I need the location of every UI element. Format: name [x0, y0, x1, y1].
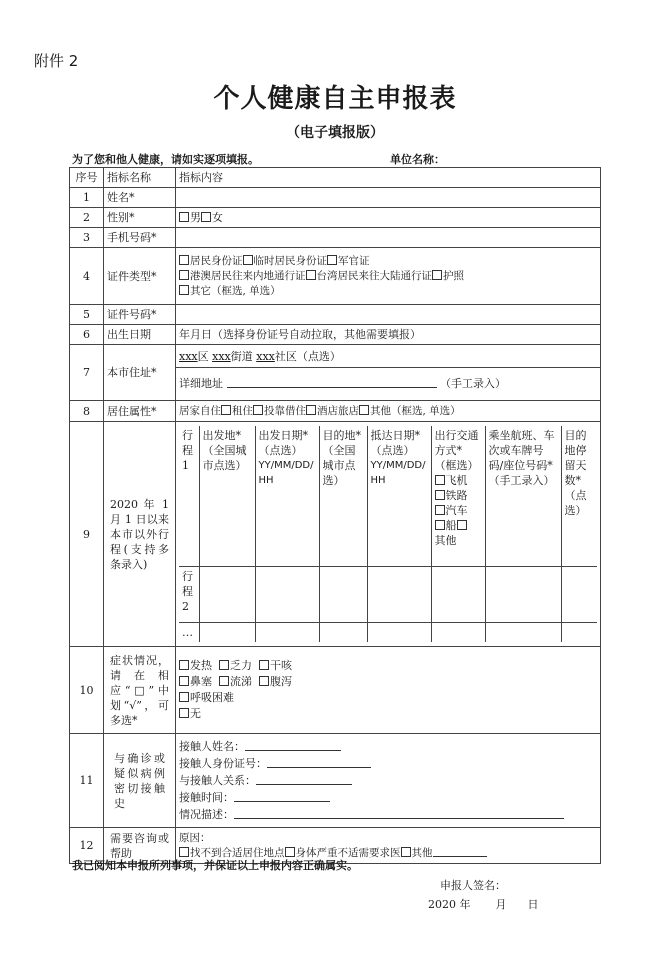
female-checkbox[interactable]	[201, 212, 211, 222]
trip-row	[179, 426, 597, 566]
page-title: 个人健康自主申报表	[213, 84, 457, 114]
option-label: 租住	[232, 404, 253, 417]
row-gender	[70, 208, 601, 228]
trip-cell[interactable]	[367, 622, 431, 642]
departure-place-field[interactable]: 出发地*（全国城市点选）	[199, 426, 255, 566]
row-residence-type	[70, 401, 601, 422]
transport-checkbox[interactable]	[435, 475, 445, 485]
date-format: YY/MM/DD/HH	[370, 460, 426, 487]
trip-cell[interactable]	[561, 622, 597, 642]
label-cell: 居住属性*	[104, 401, 176, 422]
street-picker[interactable]: xxx	[212, 349, 231, 363]
instruction-text: 为了您和他人健康，请如实逐项填报。	[72, 153, 259, 166]
page-subtitle: （电子填报版）	[286, 125, 384, 141]
column-label: 出行交通方式*（框选）	[434, 429, 479, 473]
trip-cell[interactable]	[367, 566, 431, 622]
option-label: 飞机	[445, 474, 468, 488]
symptom-checkbox[interactable]	[179, 660, 189, 670]
contact-description-input[interactable]	[234, 808, 564, 819]
seq-cell: 3	[70, 228, 104, 248]
vehicle-number-field[interactable]: 乘坐航班、车次或车牌号码/座位号码*（手工录入）	[485, 426, 561, 566]
trip-cell[interactable]	[561, 566, 597, 622]
label-cell: 本市住址*	[104, 345, 176, 401]
transport-checkbox[interactable]	[435, 520, 445, 530]
option-label: 其他	[370, 404, 391, 417]
option-label: 船	[445, 519, 457, 533]
row-travel-history	[70, 422, 601, 647]
option-label: 铁路	[445, 489, 468, 503]
travel-subtable	[179, 426, 597, 642]
birth-date-field[interactable]: 年月日（选择身份证号自动拉取，其他需要填报）	[176, 325, 601, 345]
community-label: 社区（点选）	[274, 349, 341, 363]
row-symptoms	[70, 647, 601, 734]
option-label: 台湾居民来往大陆通行证	[316, 269, 432, 282]
label-cell: 证件类型*	[104, 248, 176, 305]
contact-time-input[interactable]	[234, 791, 330, 802]
contact-name-input[interactable]	[245, 740, 341, 751]
option-label: 流涕	[230, 675, 252, 688]
label-cell: 需要咨询或帮助	[104, 828, 176, 864]
option-label: 鼻塞	[190, 675, 212, 688]
seq-cell: 9	[70, 422, 104, 647]
residence-options	[176, 401, 601, 422]
transport-checkbox[interactable]	[457, 520, 467, 530]
date-month: 月	[495, 898, 507, 911]
trip-cell[interactable]	[199, 566, 255, 622]
row-contact-history	[70, 734, 601, 828]
seq-cell: 1	[70, 188, 104, 208]
id-type-options	[176, 248, 601, 305]
date-day: 日	[527, 898, 539, 911]
help-other-input[interactable]	[433, 846, 487, 857]
label-cell: 证件号码*	[104, 305, 176, 325]
trip-label: 行程1	[179, 426, 199, 566]
trip-cell[interactable]	[431, 622, 485, 642]
option-label: 呼吸困难	[190, 691, 234, 704]
option-label: 身体严重不适需要求医	[295, 846, 401, 859]
row-name	[70, 188, 601, 208]
district-picker[interactable]: xxx	[179, 349, 198, 363]
help-checkbox[interactable]	[179, 847, 189, 857]
residence-checkbox[interactable]	[306, 405, 316, 415]
option-label: 临时居民身份证	[253, 254, 327, 267]
id-type-checkbox[interactable]	[243, 255, 253, 265]
street-label: 街道	[230, 349, 257, 363]
label-cell: 症状情况，请在相应“□”中划“√”，可多选*	[104, 647, 176, 734]
trip-cell[interactable]	[485, 566, 561, 622]
destination-field[interactable]: 目的地*（全国城市点选）	[319, 426, 367, 566]
more-trips-label: …	[182, 625, 193, 639]
trip-cell[interactable]	[319, 622, 367, 642]
stay-days-field[interactable]: 目的地停留天数*（点选）	[561, 426, 597, 566]
id-type-checkbox[interactable]	[179, 255, 189, 265]
district-label: 区	[197, 349, 213, 363]
option-label: 其它（框选, 单选）	[190, 284, 281, 297]
male-checkbox[interactable]	[179, 212, 189, 222]
declaration-statement: 我已阅知本申报所列事项，并保证以上申报内容正确属实。	[72, 859, 358, 872]
phone-input[interactable]	[176, 228, 601, 248]
seq-cell: 6	[70, 325, 104, 345]
field-label: 接触人身份证号：	[179, 757, 267, 770]
transport-checkbox[interactable]	[435, 490, 445, 500]
table-header-row	[70, 168, 601, 188]
option-label: 护照	[443, 269, 464, 282]
field-label: 与接触人关系：	[179, 774, 256, 787]
id-number-input[interactable]	[176, 305, 601, 325]
id-type-checkbox[interactable]	[327, 255, 337, 265]
row-phone	[70, 228, 601, 248]
field-label: 情况描述：	[179, 808, 234, 821]
trip-cell[interactable]	[485, 622, 561, 642]
option-label: 男	[190, 211, 201, 224]
label-cell: 与确诊或疑似病例密切接触史	[104, 734, 176, 828]
option-label: 投靠借住	[264, 404, 306, 417]
option-label: 酒店旅店	[317, 404, 359, 417]
transport-mode-field	[431, 426, 485, 566]
option-label: 发热	[190, 659, 212, 672]
symptom-checkbox[interactable]	[219, 676, 229, 686]
seq-cell: 10	[70, 647, 104, 734]
arrival-date-field[interactable]	[367, 426, 431, 566]
unit-name-label[interactable]: 单位名称：	[390, 153, 445, 166]
contact-fields	[176, 734, 601, 828]
trip-cell[interactable]	[431, 566, 485, 622]
trip-label: 行程2	[179, 566, 199, 622]
symptom-checkbox[interactable]	[219, 660, 229, 670]
help-checkbox[interactable]	[401, 847, 411, 857]
detail-address-note: （手工录入）	[440, 376, 506, 390]
row-id-number	[70, 305, 601, 325]
row-birth-date	[70, 325, 601, 345]
label-cell: 手机号码*	[104, 228, 176, 248]
trip-row	[179, 622, 597, 642]
name-input[interactable]	[176, 188, 601, 208]
declaration-form-table	[69, 167, 601, 864]
header-content: 指标内容	[176, 168, 601, 188]
symptom-checkbox[interactable]	[179, 708, 189, 718]
symptom-checkbox[interactable]	[179, 676, 189, 686]
contact-id-input[interactable]	[267, 757, 371, 768]
option-label: 找不到合适居住地点	[190, 846, 285, 859]
label-cell: 姓名*	[104, 188, 176, 208]
field-label: 接触人姓名：	[179, 740, 245, 753]
symptom-checkbox[interactable]	[259, 660, 269, 670]
residence-checkbox[interactable]	[359, 405, 369, 415]
contact-relation-input[interactable]	[256, 774, 352, 785]
attachment-label: 附件 2	[34, 52, 79, 70]
community-picker[interactable]: xxx	[256, 349, 275, 363]
residence-checkbox[interactable]	[253, 405, 263, 415]
header-name: 指标名称	[104, 168, 176, 188]
reason-label: 原因：	[179, 831, 211, 844]
seq-cell: 12	[70, 828, 104, 864]
detail-address-input[interactable]	[227, 377, 437, 388]
option-label: 其他	[411, 846, 433, 859]
seq-cell: 8	[70, 401, 104, 422]
option-label: 腹泻	[270, 675, 292, 688]
option-label: 无	[190, 707, 201, 720]
seq-cell: 11	[70, 734, 104, 828]
option-label: 居家自住	[179, 404, 221, 417]
signature-label[interactable]: 申报人签名：	[440, 879, 506, 892]
trip-row	[179, 566, 597, 622]
date-year: 2020 年	[428, 898, 471, 911]
seq-cell: 5	[70, 305, 104, 325]
option-label: 乏力	[230, 659, 252, 672]
seq-cell: 4	[70, 248, 104, 305]
help-checkbox[interactable]	[285, 847, 295, 857]
option-label: 港澳居民往来内地通行证	[190, 269, 306, 282]
trip-cell[interactable]	[199, 622, 255, 642]
label-cell: 出生日期	[104, 325, 176, 345]
row-id-type	[70, 248, 601, 305]
signature-date	[428, 896, 539, 912]
transport-checkbox[interactable]	[435, 505, 445, 515]
option-label: 干咳	[270, 659, 292, 672]
column-label: 抵达日期*（点选）	[370, 429, 420, 458]
trip-cell[interactable]	[319, 566, 367, 622]
option-label: （框选, 单选）	[391, 404, 461, 417]
option-label: 居民身份证	[190, 254, 243, 267]
label-cell: 性别*	[104, 208, 176, 228]
symptom-checkbox[interactable]	[259, 676, 269, 686]
option-label: 汽车	[445, 504, 468, 518]
id-type-checkbox[interactable]	[179, 270, 189, 280]
label-cell: 2020 年 1 月 1 日以来本市以外行程(支持多条录入)	[104, 422, 176, 647]
symptom-options	[176, 647, 601, 734]
id-type-checkbox[interactable]	[432, 270, 442, 280]
column-label: 出发日期*（点选）	[258, 429, 308, 458]
trip-cell[interactable]	[255, 566, 319, 622]
detail-address-label: 详细地址	[179, 376, 223, 390]
option-label: 女	[212, 211, 223, 224]
header-seq: 序号	[70, 168, 104, 188]
field-label: 接触时间：	[179, 791, 234, 804]
option-label: 其他	[434, 534, 457, 548]
date-format: YY/MM/DD/HH	[258, 460, 314, 487]
seq-cell: 7	[70, 345, 104, 401]
id-type-checkbox[interactable]	[179, 285, 189, 295]
departure-date-field[interactable]	[255, 426, 319, 566]
travel-subtable-cell	[176, 422, 601, 647]
seq-cell: 2	[70, 208, 104, 228]
gender-options	[176, 208, 601, 228]
address-fields	[176, 345, 601, 401]
symptom-checkbox[interactable]	[179, 692, 189, 702]
id-type-checkbox[interactable]	[306, 270, 316, 280]
option-label: 军官证	[338, 254, 370, 267]
trip-cell[interactable]	[255, 622, 319, 642]
row-address	[70, 345, 601, 401]
residence-checkbox[interactable]	[221, 405, 231, 415]
